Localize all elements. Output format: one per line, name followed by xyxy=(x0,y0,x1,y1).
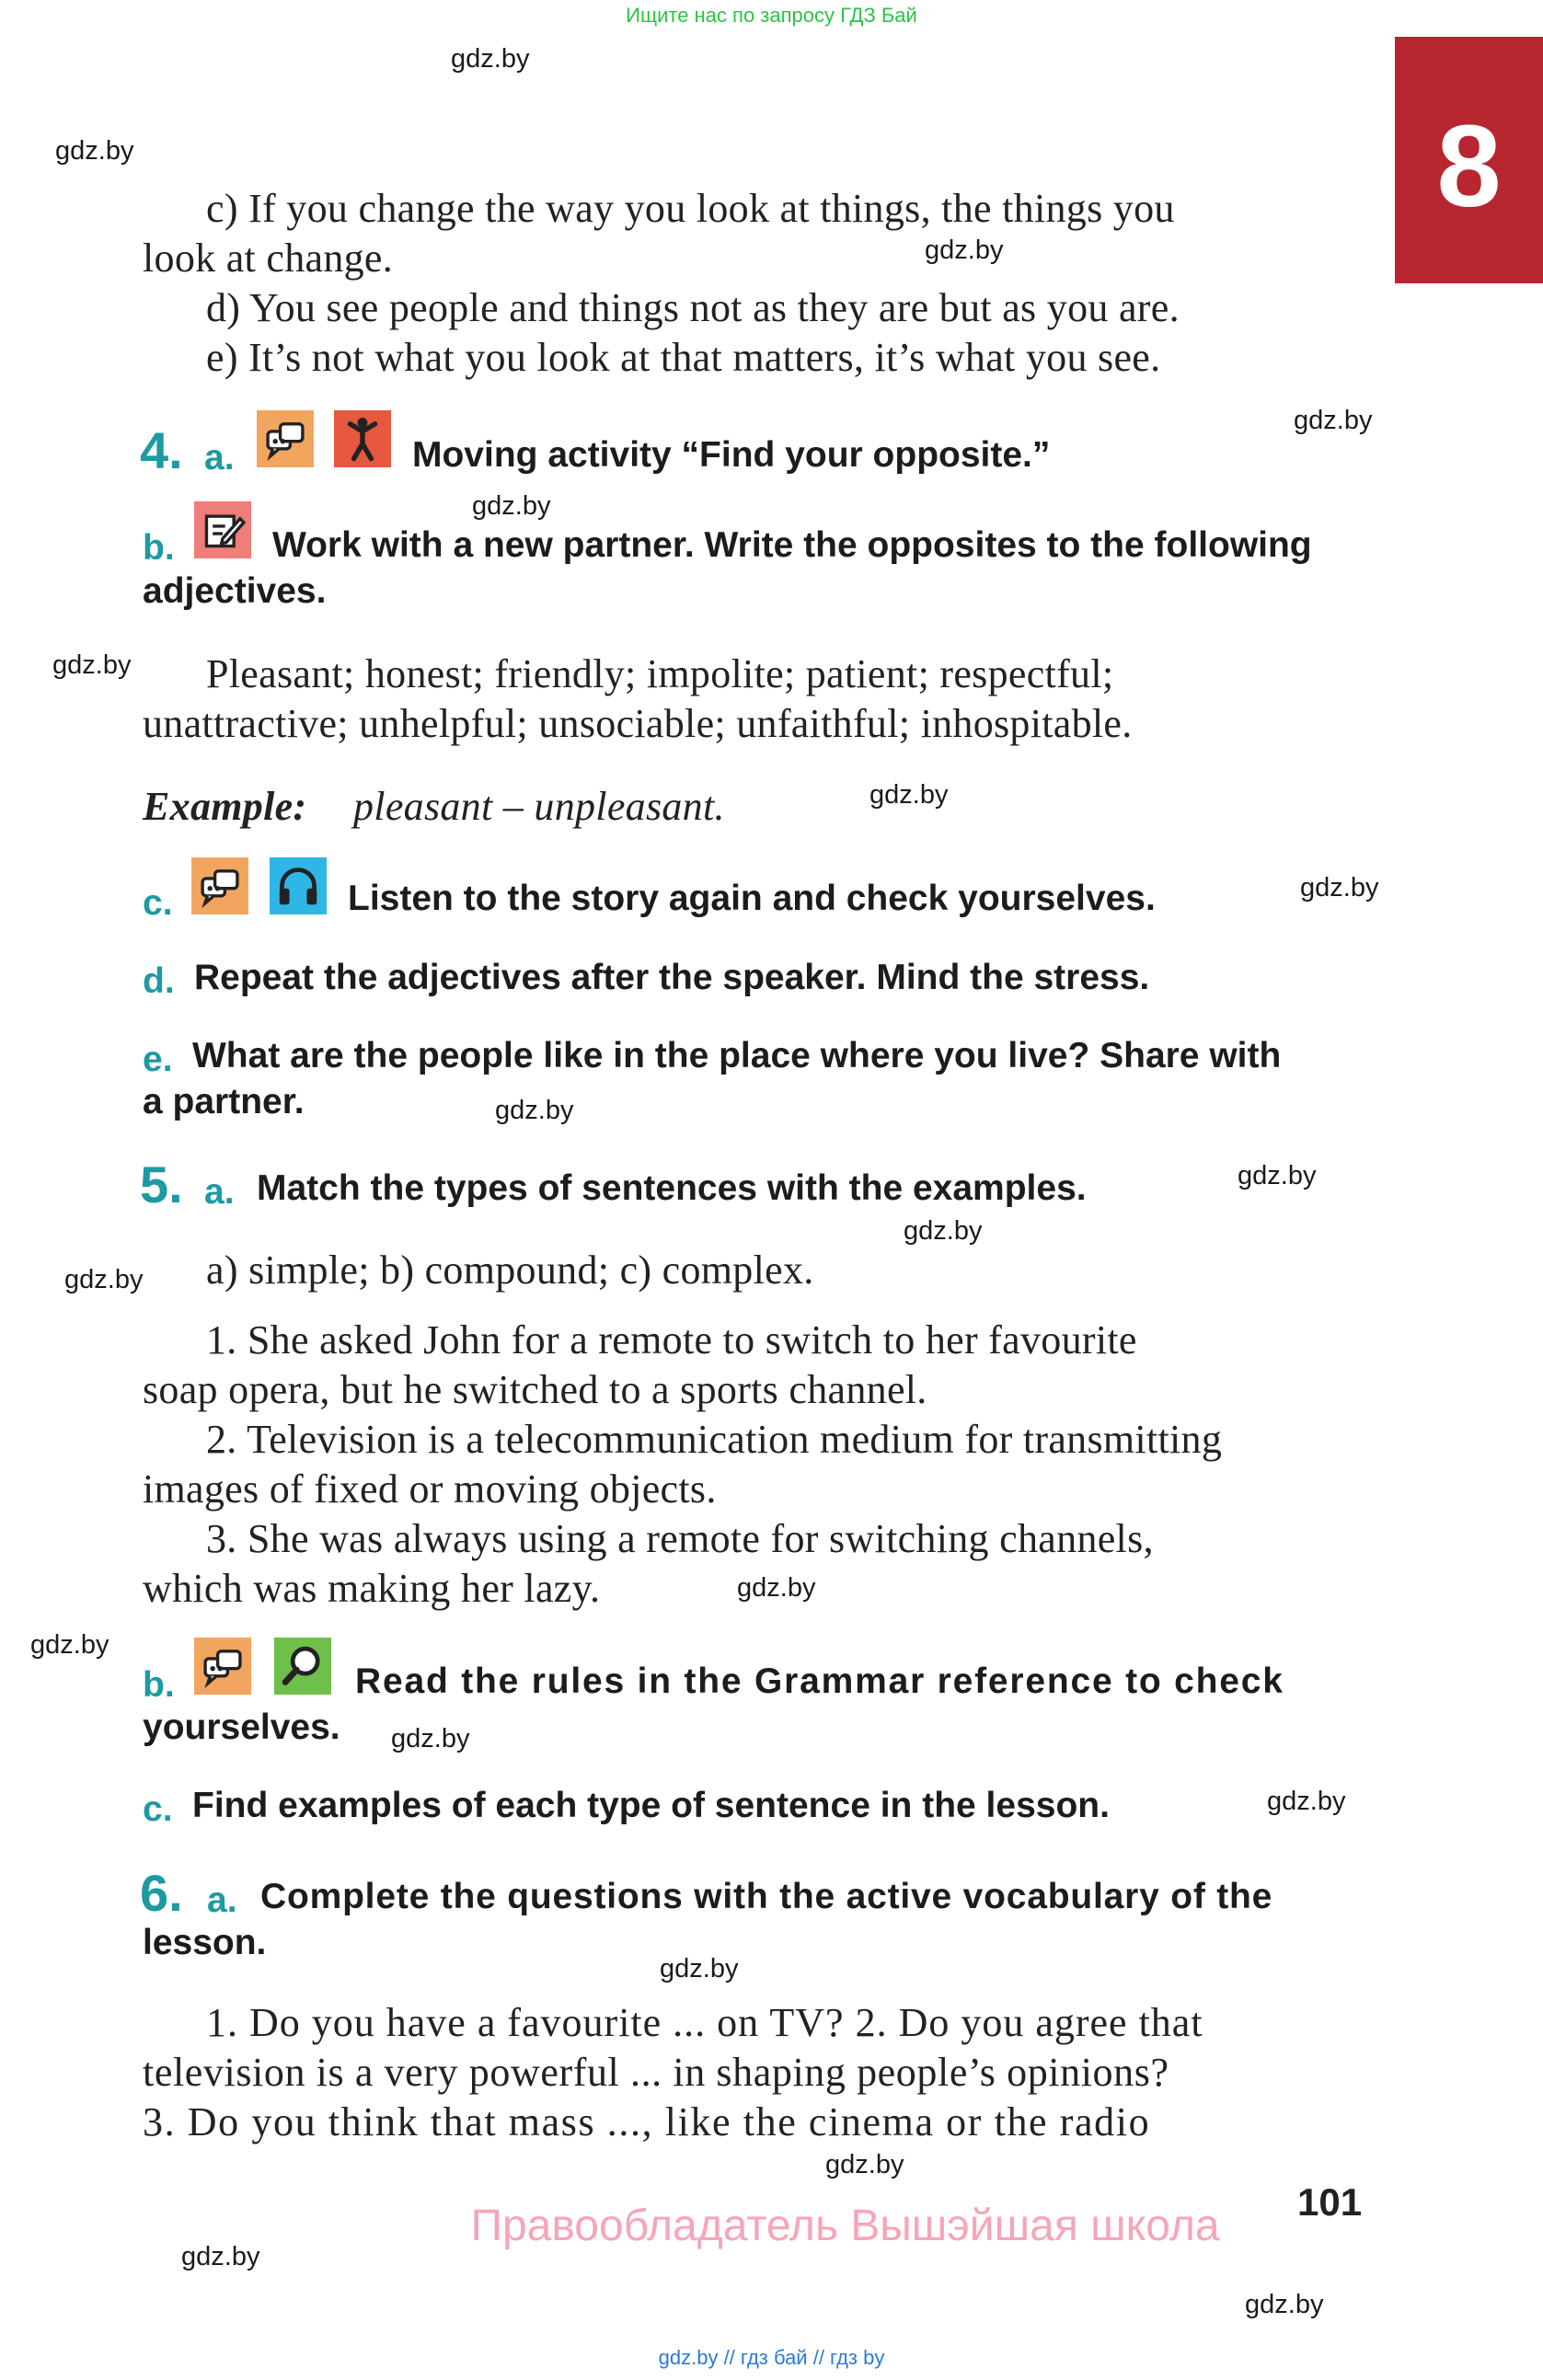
adjectives-line1: Pleasant; honest; friendly; impolite; patient; respectful; xyxy=(206,651,1114,696)
watermark: gdz.by xyxy=(391,1724,470,1753)
sentence-1-line1: 1. She asked John for a remote to switch to her favourite xyxy=(206,1317,1137,1362)
example-label: Example: xyxy=(143,784,307,829)
exercise-5b-line2: yourselves. xyxy=(143,1707,340,1747)
watermark: gdz.by xyxy=(1245,2290,1324,2319)
watermark: gdz.by xyxy=(660,1954,739,1983)
exercise-4e-line2: a partner. xyxy=(143,1082,305,1121)
exercise-4a-letter: a. xyxy=(204,438,235,477)
page-number: 101 xyxy=(1297,2180,1363,2224)
watermark: gdz.by xyxy=(472,491,551,521)
watermark: gdz.by xyxy=(30,1630,109,1660)
pair-work-icon xyxy=(257,410,314,467)
proverb-c-line1: c) If you change the way you look at things, the things you xyxy=(206,186,1175,231)
bottom-banner[interactable]: gdz.by // гдз бай // гдз by xyxy=(658,2346,885,2369)
exercise-5b-letter: b. xyxy=(143,1665,175,1705)
sentence-2-line2: images of fixed or moving objects. xyxy=(143,1466,717,1512)
watermark: gdz.by xyxy=(52,650,132,680)
exercise-4-number: 4. xyxy=(140,421,183,479)
sentence-1-line2: soap opera, but he switched to a sports channel. xyxy=(143,1367,927,1412)
exercise-4c-text: Listen to the story again and check yourselves. xyxy=(348,879,1156,918)
chapter-tab xyxy=(1395,37,1543,283)
exercise-4d-letter: d. xyxy=(143,961,175,1001)
exercise-4d-text: Repeat the adjectives after the speaker. Mind the stress. xyxy=(194,958,1150,997)
watermark: gdz.by xyxy=(925,236,1004,265)
exercise-5a-text: Match the types of sentences with the examples. xyxy=(257,1168,1087,1208)
exercise-4e-letter: e. xyxy=(143,1040,173,1079)
pair-work-icon xyxy=(194,1638,251,1695)
questions-line3: 3. Do you think that mass ..., like the cinema or the radio xyxy=(143,2099,1151,2144)
watermark: gdz.by xyxy=(825,2150,904,2179)
exercise-4b-line1: Work with a new partner. Write the opposites to the following xyxy=(272,525,1312,565)
watermark: gdz.by xyxy=(451,44,530,74)
sentence-3-line1: 3. She was always using a remote for switching channels, xyxy=(206,1516,1154,1561)
exercise-6a-line2: lesson. xyxy=(143,1923,267,1962)
watermark: gdz.by xyxy=(1267,1787,1346,1816)
magnifier-icon xyxy=(274,1638,331,1695)
headphones-icon xyxy=(270,857,327,914)
top-banner[interactable]: Ищите нас по запросу ГДЗ Бай xyxy=(626,4,917,27)
watermark: gdz.by xyxy=(737,1573,816,1603)
exercise-5a-letter: a. xyxy=(204,1172,235,1212)
chapter-number: 8 xyxy=(1436,101,1502,231)
proverb-d: d) You see people and things not as they are but as you are. xyxy=(206,285,1180,330)
exercise-5-number: 5. xyxy=(140,1156,183,1213)
sentence-types: a) simple; b) compound; c) complex. xyxy=(206,1247,814,1293)
watermark: gdz.by xyxy=(1300,873,1379,903)
watermark: gdz.by xyxy=(55,136,134,166)
pair-work-icon xyxy=(191,857,248,914)
exercise-6-number: 6. xyxy=(140,1864,183,1922)
exercise-4b-line2: adjectives. xyxy=(143,571,327,611)
exercise-4e-line1: What are the people like in the place where you live? Share with xyxy=(192,1036,1282,1075)
exercise-4a-text: Moving activity “Find your opposite.” xyxy=(412,435,1051,475)
exercise-5c-text: Find examples of each type of sentence in the lesson. xyxy=(192,1786,1110,1825)
adjectives-line2: unattractive; unhelpful; unsociable; unfaithful; inhospitable. xyxy=(143,701,1133,746)
sentence-2-line1: 2. Television is a telecommunication medium for transmitting xyxy=(206,1417,1223,1462)
exercise-4c-letter: c. xyxy=(143,883,173,923)
exercise-5b-line1: Read the rules in the Grammar reference to check xyxy=(355,1661,1284,1701)
watermark: gdz.by xyxy=(495,1096,574,1125)
proverb-e: e) It’s not what you look at that matters, it’s what you see. xyxy=(206,335,1161,380)
watermark: gdz.by xyxy=(869,780,949,810)
exercise-5c-letter: c. xyxy=(143,1789,173,1829)
watermark: gdz.by xyxy=(904,1216,983,1246)
sentence-3-line2: which was making her lazy. xyxy=(143,1566,601,1611)
example-text: pleasant – unpleasant. xyxy=(353,784,725,829)
proverb-c-line2: look at change. xyxy=(143,236,394,281)
exercise-6a-line1: Complete the questions with the active vocabulary of the xyxy=(260,1877,1273,1916)
questions-line1: 1. Do you have a favourite ... on TV? 2. Do you agree that xyxy=(206,2000,1203,2045)
watermark: gdz.by xyxy=(1238,1161,1317,1190)
writing-icon xyxy=(194,501,251,558)
moving-activity-icon xyxy=(334,410,391,467)
watermark: gdz.by xyxy=(64,1265,144,1294)
questions-line2: television is a very powerful ... in shaping people’s opinions? xyxy=(143,2050,1169,2095)
watermark: gdz.by xyxy=(181,2242,260,2271)
exercise-4b-letter: b. xyxy=(143,528,175,568)
watermark: gdz.by xyxy=(1294,406,1373,435)
copyright-notice: Правообладатель Вышэйшая школа xyxy=(470,2202,1220,2250)
exercise-6a-letter: a. xyxy=(207,1880,237,1920)
